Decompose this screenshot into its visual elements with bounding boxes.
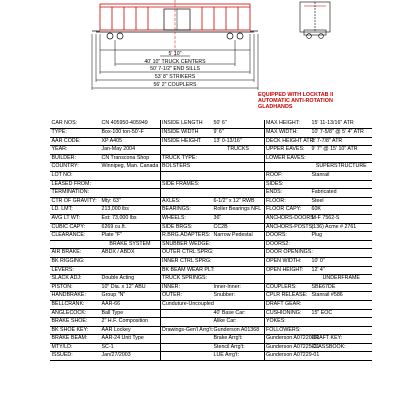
spec-row <box>50 343 372 352</box>
spec-value: Est: 73,000 lbs <box>100 214 160 223</box>
dim-truck-centers: 40' 10" TRUCK CENTERS <box>144 59 206 65</box>
spec-label <box>160 172 212 181</box>
car-body <box>100 4 250 30</box>
spec-label <box>160 189 212 198</box>
spec-value <box>212 189 264 198</box>
spec-label: BELLCRANK: <box>50 300 100 309</box>
spec-label: SIDE BRGS: <box>160 223 212 232</box>
spec-label: LOT NO: <box>50 172 100 181</box>
spec-label: CTR OF GRAVITY: <box>50 197 100 206</box>
spec-label: PISTON: <box>50 283 100 292</box>
spec-value: AAR Lockey <box>100 326 160 335</box>
spec-value <box>212 240 264 249</box>
spec-label: YOKES: <box>264 318 310 327</box>
spec-label: TRUCK SPRINGS: <box>160 275 212 284</box>
spec-label: ANCHORS-DOORS: <box>264 214 310 223</box>
spec-row <box>50 180 372 189</box>
spec-value: 40' Base Car: <box>212 309 264 318</box>
spec-label: BUILDER: <box>50 154 100 163</box>
spec-label <box>264 163 310 172</box>
car-spec-table <box>50 120 372 361</box>
spec-value <box>100 189 160 198</box>
spec-label: OPEN WIDTH: <box>264 257 310 266</box>
spec-value: 6-1/2" x 12" RWB <box>212 197 264 206</box>
spec-label: LOWER EAVES: <box>264 154 310 163</box>
spec-value: AAR-66 <box>100 300 160 309</box>
spec-value: LUE Arrg't: <box>212 352 264 361</box>
spec-label: Drawings-Gen'l Arrg't: <box>160 326 212 335</box>
spec-value <box>310 249 372 258</box>
spec-label: DOORS: <box>264 232 310 241</box>
spec-value: Brake Arrg't: <box>212 335 264 344</box>
spec-row <box>50 275 372 284</box>
spec-label: ENDS: <box>264 189 310 198</box>
spec-label: AVG LT WT: <box>50 214 100 223</box>
spec-label: DOORS2: <box>264 240 310 249</box>
spec-label: MTY/LD: <box>50 343 100 352</box>
spec-value <box>212 257 264 266</box>
spec-label: AIR BRAKE: <box>50 249 100 258</box>
spec-value: Roller Bearings NFL <box>212 206 264 215</box>
spec-label <box>264 275 310 284</box>
spec-label: BRAKE BEAM: <box>50 335 100 344</box>
spec-value: Plug <box>310 232 372 241</box>
spec-value: M-F 7562-S <box>310 214 372 223</box>
spec-value <box>310 326 372 335</box>
spec-value <box>310 300 372 309</box>
spec-row <box>50 232 372 241</box>
spec-row <box>50 240 372 249</box>
spec-label: ANGLECOCK: <box>50 309 100 318</box>
spec-value <box>310 352 372 361</box>
spec-label: DOOR OPENINGS: <box>264 249 310 258</box>
spec-value: CN 405950-405949 <box>100 120 160 129</box>
spec-rows <box>50 120 372 361</box>
spec-label: AAR CODE: <box>50 137 100 146</box>
spec-value <box>100 266 160 275</box>
spec-value <box>100 257 160 266</box>
spec-value: 9' 6" <box>212 129 264 138</box>
spec-label <box>160 309 212 318</box>
spec-label <box>160 146 212 155</box>
spec-value: 6269 cu.ft. <box>100 223 160 232</box>
spec-label: WHEELS: <box>160 214 212 223</box>
spec-value <box>310 154 372 163</box>
spec-value: Mty: 63" <box>100 197 160 206</box>
note-line-3: GLADHANDS <box>258 104 293 111</box>
spec-label <box>160 318 212 327</box>
spec-value: Snubber: <box>212 292 264 301</box>
spec-value: DRAFT KEY: <box>310 335 372 344</box>
spec-label <box>50 240 100 249</box>
spec-row <box>50 352 372 361</box>
spec-row <box>50 206 372 215</box>
spec-label: INNER: <box>160 283 212 292</box>
spec-value <box>212 154 264 163</box>
spec-value: 10' 0" <box>310 257 372 266</box>
spec-row <box>50 257 372 266</box>
spec-value: XP A405 <box>100 137 160 146</box>
spec-label: FLOOR CAPY: <box>264 206 310 215</box>
equipment-note <box>258 92 368 111</box>
spec-label: CPLR RELEASE: <box>264 292 310 301</box>
spec-row <box>50 120 372 129</box>
spec-value <box>212 163 264 172</box>
spec-label: INSIDE HEIGHT <box>160 137 212 146</box>
spec-label: CUBIC CAPY: <box>50 223 100 232</box>
spec-value <box>212 300 264 309</box>
spec-value: Stencil Arrg't: <box>212 343 264 352</box>
spec-label: OUTER: <box>160 292 212 301</box>
spec-value: Narrow Pedestal <box>212 232 264 241</box>
spec-label: COUPLERS: <box>264 283 310 292</box>
spec-label: HANDBRAKE: <box>50 292 100 301</box>
spec-value: ABDX / ABDX <box>100 249 160 258</box>
spec-row <box>50 137 372 146</box>
spec-label: INSIDE LENGTH <box>160 120 212 129</box>
spec-value: TRUCKS <box>212 146 264 155</box>
spec-label: LEVERS: <box>50 266 100 275</box>
spec-value: Stanrail <box>310 172 372 181</box>
dim-end-sills: 50' 7-1/2" END SILLS <box>150 66 200 72</box>
spec-value: 10" Dia. x 12" ABU <box>100 283 160 292</box>
spec-row <box>50 214 372 223</box>
spec-label: BEARINGS: <box>160 206 212 215</box>
spec-label: SNUBBER WEDGE: <box>160 240 212 249</box>
note-line-1: EQUIPPED WITH LOCKTAB II <box>258 92 334 98</box>
spec-value: CC2B <box>212 223 264 232</box>
spec-label: ROOF: <box>264 172 310 181</box>
spec-row <box>50 283 372 292</box>
spec-value: 213,000 lbs <box>100 206 160 215</box>
spec-row <box>50 326 372 335</box>
spec-value: 15' 11-13/16" ATR <box>310 120 372 129</box>
spec-label: TYPE: <box>50 129 100 138</box>
spec-label: DECK HEIGHT ATR: <box>264 137 310 146</box>
spec-row <box>50 163 372 172</box>
spec-label: Gunderson A07229-01 <box>264 352 310 361</box>
spec-label: OPEN HEIGHT: <box>264 266 310 275</box>
spec-label: MAX HEIGHT: <box>264 120 310 129</box>
spec-label: Gunderson A07220-01 <box>264 335 310 344</box>
spec-label: COUNTRY: <box>50 163 100 172</box>
spec-label: FOLLOWERS: <box>264 326 310 335</box>
spec-value: 13' 0-13/16" <box>212 137 264 146</box>
spec-value: Jan-May 2004 <box>100 146 160 155</box>
dim-couplers: 56' 2" COUPLERS <box>153 82 197 88</box>
spec-value: 60K <box>310 206 372 215</box>
spec-label <box>160 343 212 352</box>
spec-value: CLASSBOOK: <box>310 343 372 352</box>
spec-value <box>212 249 264 258</box>
spec-value: UNDERFRAME <box>310 275 372 284</box>
spec-value: Box-100 ton-50'-F <box>100 129 160 138</box>
spec-value: CN Transcona Shop <box>100 154 160 163</box>
spec-value <box>212 275 264 284</box>
spec-value <box>310 240 372 249</box>
spec-value: 3' 7-7/8" ATR <box>310 137 372 146</box>
spec-row <box>50 292 372 301</box>
dim-truck-wheelbase: 5' 10" <box>168 51 182 57</box>
spec-row <box>50 309 372 318</box>
spec-label: CLEARANCE: <box>50 232 100 241</box>
spec-value: Alike Car: <box>212 318 264 327</box>
spec-value: Plate "F" <box>100 232 160 241</box>
spec-value: Stanrail #586 <box>310 292 372 301</box>
spec-label: FLOOR: <box>264 197 310 206</box>
spec-value: 12' 4" <box>310 266 372 275</box>
note-line-2: AUTOMATIC ANTI-ROTATION <box>258 98 333 105</box>
spec-label: Gunderson A07225-01 <box>264 343 310 352</box>
spec-label: INNER CTRL SPRG: <box>160 257 212 266</box>
spec-label: BRAKE SHOE: <box>50 318 100 327</box>
spec-value <box>100 172 160 181</box>
spec-label: BOLSTERS <box>160 163 212 172</box>
spec-label <box>160 352 212 361</box>
spec-label: BK BEAM WEAR PLT: <box>160 266 212 275</box>
spec-row <box>50 223 372 232</box>
spec-label: TRUCK TYPE: <box>160 154 212 163</box>
spec-value <box>310 180 372 189</box>
spec-label: R.BRG.ADAPTERS: <box>160 232 212 241</box>
spec-value: AAR-24 Unit Type <box>100 335 160 344</box>
spec-label: OUTER CTRL SPRG: <box>160 249 212 258</box>
spec-value <box>100 180 160 189</box>
spec-label: SLACK ADJ: <box>50 275 100 284</box>
spec-value: BRAKE SYSTEM <box>100 240 160 249</box>
spec-label: Cunduture-Uncoupled <box>160 300 212 309</box>
spec-value: 9' 7" @ 15' 10" ATR <box>310 146 372 155</box>
spec-value: 10' 7-5/8" @ 5' 4" ATR <box>310 129 372 138</box>
spec-label: ISSUED: <box>50 352 100 361</box>
spec-value: Jan/27/2003 <box>100 352 160 361</box>
spec-value <box>212 180 264 189</box>
spec-label: AXLES: <box>160 197 212 206</box>
spec-row <box>50 189 372 198</box>
spec-value: Winnipeg, Man. Canada <box>100 163 160 172</box>
spec-value: SUPERSTRUCTURE <box>310 163 372 172</box>
spec-row <box>50 197 372 206</box>
spec-label <box>160 335 212 344</box>
spec-value: Gunderson A01368 <box>212 326 264 335</box>
spec-value: Ball Type <box>100 309 160 318</box>
spec-label: ANCHORS-POSTS: <box>264 223 310 232</box>
spec-value: (136) Acme # 2761 <box>310 223 372 232</box>
spec-row <box>50 172 372 181</box>
dim-strikers: 53' 8" STRIKERS <box>154 74 196 80</box>
spec-row <box>50 300 372 309</box>
spec-value: Double Acting <box>100 275 160 284</box>
spec-value: Inner-Inner: <box>212 283 264 292</box>
spec-value: Group "N" <box>100 292 160 301</box>
spec-label: TERMINATION: <box>50 189 100 198</box>
spec-value: 15" EOC <box>310 309 372 318</box>
spec-label: BK RIGGING: <box>50 257 100 266</box>
spec-label: LEASED FROM: <box>50 180 100 189</box>
spec-value: 2" H.F. Composition <box>100 318 160 327</box>
spec-value <box>212 172 264 181</box>
spec-row <box>50 129 372 138</box>
spec-value: 36" <box>212 214 264 223</box>
spec-value <box>310 318 372 327</box>
spec-label: CUSHIONING: <box>264 309 310 318</box>
spec-row <box>50 154 372 163</box>
spec-value: SBE67DE <box>310 283 372 292</box>
spec-label: SIDE FRAMES: <box>160 180 212 189</box>
spec-label: MAX WIDTH: <box>264 129 310 138</box>
spec-label: CAR NOS: <box>50 120 100 129</box>
spec-label: SIDES: <box>264 180 310 189</box>
spec-value: 50' 6" <box>212 120 264 129</box>
spec-row <box>50 146 372 155</box>
spec-value: Fabricated <box>310 189 372 198</box>
spec-row <box>50 335 372 344</box>
spec-label: BK SHOE KEY: <box>50 326 100 335</box>
spec-value <box>212 266 264 275</box>
car-drawing-area <box>0 0 400 118</box>
spec-label: LD. LMT: <box>50 206 100 215</box>
spec-label: DRAFT GEAR: <box>264 300 310 309</box>
spec-row <box>50 249 372 258</box>
boxcar-end-elevation <box>300 2 330 38</box>
spec-label: YEAR: <box>50 146 100 155</box>
spec-label: UPPER EAVES: <box>264 146 310 155</box>
spec-label: INSIDE WIDTH <box>160 129 212 138</box>
spec-value: SC-1 <box>100 343 160 352</box>
spec-value: Steel <box>310 197 372 206</box>
spec-row <box>50 266 372 275</box>
spec-row <box>50 318 372 327</box>
